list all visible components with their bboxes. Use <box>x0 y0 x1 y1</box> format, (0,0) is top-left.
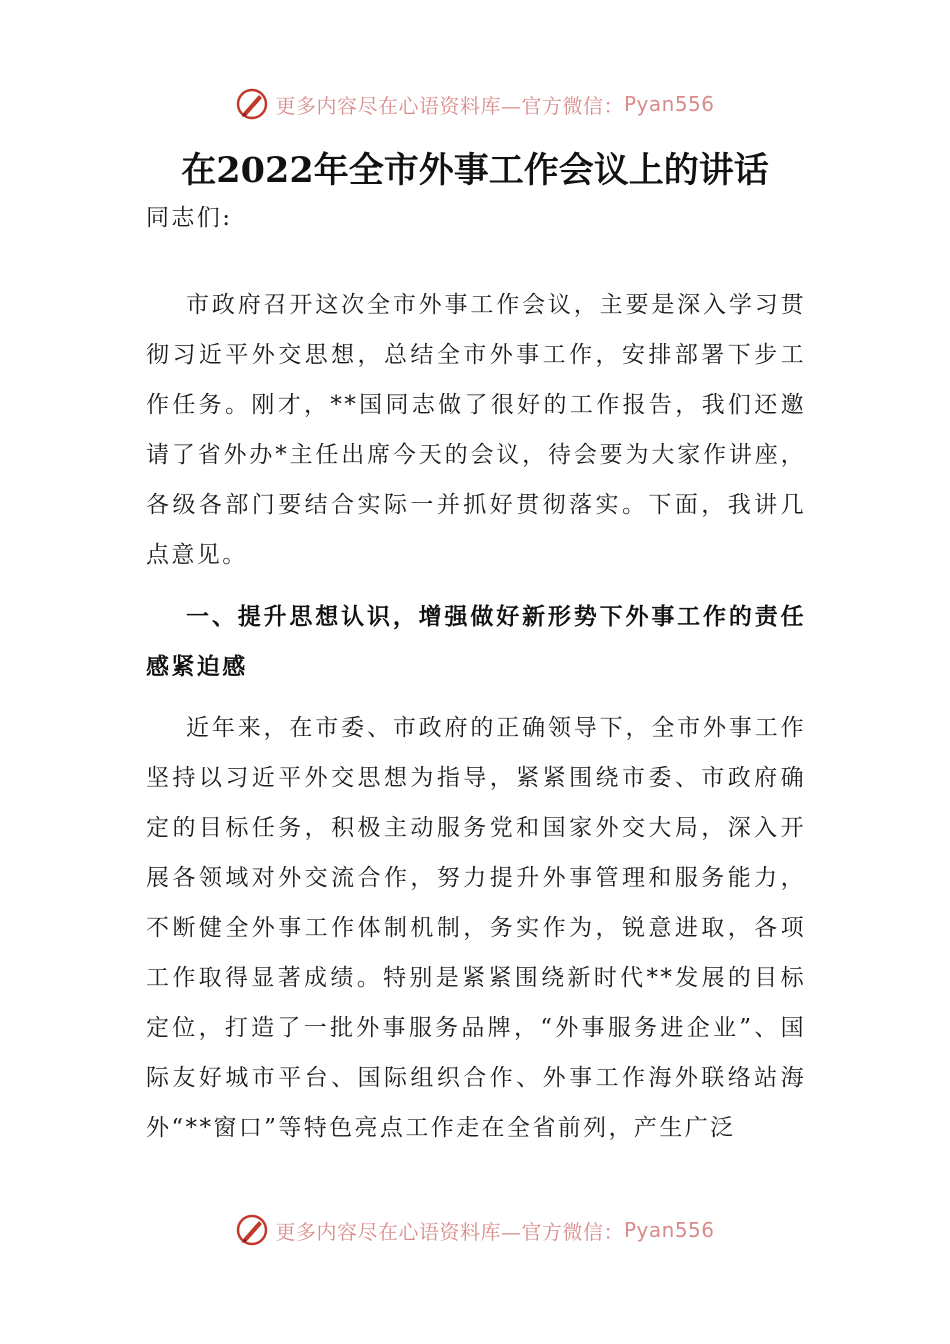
section-heading-1: 一、提升思想认识，增强做好新形势下外事工作的责任感紧迫感 <box>146 603 806 680</box>
greeting: 同志们: <box>146 205 233 231</box>
paragraph-intro: 市政府召开这次全市外事工作会议，主要是深入学习贯彻习近平外交思想，总结全市外事工作，安排部署下步工作任务。刚才，**国同志做了很好的工作报告，我们还邀请了省外办*主任出席今天的会议，待会要为大家作讲座，各级各部门要结合实际一并抓好贯彻落实。下面，我讲几点意见。 <box>146 292 806 568</box>
header-watermark <box>0 84 950 124</box>
pen-logo-icon <box>235 1213 269 1247</box>
watermark-text: 更多内容尽在心语资料库—官方微信： <box>275 93 624 118</box>
paragraph-section-1: 近年来，在市委、市政府的正确领导下，全市外事工作坚持以习近平外交思想为指导，紧紧围绕市委、市政府确定的目标任务，积极主动服务党和国家外交大局，深入开展各领域对外交流合作，努力提升外事管理和服务能力，不断健全外事工作体制机制，务实作为，锐意进取，各项工作取得显著成绩。特别是紧紧围绕新时代**发展的目标定位，打造了一批外事服务品牌，“外事服务进企业”、国际友好城市平台、国际组织合作、外事工作海外联络站海外“**窗口”等特色亮点工作走在全省前列，产生广泛 <box>146 715 806 1141</box>
watermark-handle: Pyan556 <box>623 92 715 116</box>
footer-watermark <box>0 1210 950 1250</box>
watermark-handle: Pyan556 <box>623 1218 715 1242</box>
document-title: 在2022年全市外事工作会议上的讲话 <box>181 150 769 191</box>
watermark-text: 更多内容尽在心语资料库—官方微信： <box>275 1219 624 1244</box>
pen-logo-icon <box>235 87 269 121</box>
